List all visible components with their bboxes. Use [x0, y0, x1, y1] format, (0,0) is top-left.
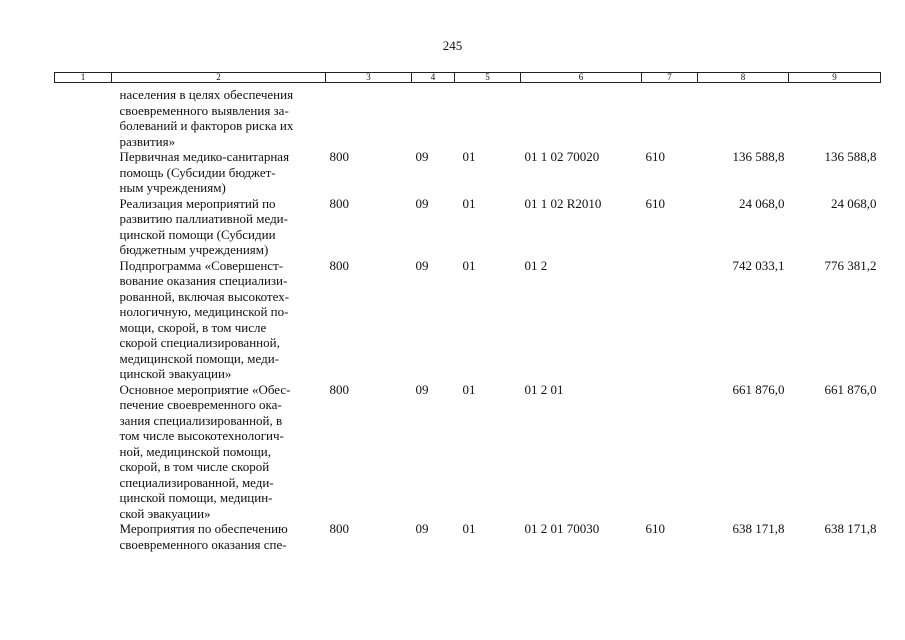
amount-year-2: 776 381,2: [824, 257, 877, 273]
description-line: Основное мероприятие «Обес-: [119, 381, 291, 397]
description-line: цинской помощи (Субсидии: [119, 226, 276, 242]
amount-year-1: [698, 83, 789, 150]
column-header-8: 8: [698, 73, 789, 83]
amount-year-1: 661 876,0: [732, 381, 785, 397]
row-description: [112, 83, 326, 150]
description-line: ской эвакуации»: [119, 505, 211, 521]
row-description: [112, 521, 326, 552]
row-number-cell: [55, 196, 112, 258]
section-code: 09: [415, 257, 429, 273]
amount-year-1: 136 588,8: [732, 149, 785, 164]
column-header-2: 2: [112, 73, 326, 83]
description-line: печение своевременного ока-: [119, 397, 282, 412]
column-header-4: 4: [412, 73, 455, 83]
table-row: [55, 521, 881, 552]
expense-type-code: 610: [645, 149, 665, 164]
section-code: [412, 83, 455, 150]
table-header: [55, 73, 881, 83]
subsection-code: 01: [462, 257, 476, 273]
row-description: [112, 149, 326, 196]
table-row: [55, 382, 881, 522]
description-line: Подпрограмма «Совершенст-: [119, 257, 284, 273]
table-row: [55, 258, 881, 382]
amount-year-2: 24 068,0: [831, 195, 877, 211]
row-number-cell: [55, 149, 112, 196]
section-code: 09: [415, 521, 429, 536]
table-row: [55, 149, 881, 196]
target-article-code: 01 2 01 70030: [524, 521, 600, 536]
expense-type-code: 610: [645, 195, 665, 211]
target-article-code: [521, 83, 642, 150]
description-line: специализированной, меди-: [119, 474, 274, 490]
description-line: населения в целях обеспечения: [119, 87, 294, 102]
subsection-code: 01: [462, 149, 476, 164]
description-line: помощь (Субсидии бюджет-: [119, 164, 276, 180]
row-number-cell: [55, 83, 112, 150]
table-row: [55, 83, 881, 150]
description-line: рованной, включая высокотех-: [119, 288, 290, 304]
column-header-3: 3: [326, 73, 412, 83]
amount-year-2: 136 588,8: [824, 149, 877, 164]
description-line: ной, медицинской помощи,: [119, 443, 271, 459]
amount-year-1: 24 068,0: [739, 195, 785, 211]
row-number-cell: [55, 521, 112, 552]
description-line: ным учреждениям): [119, 180, 226, 195]
section-code: 09: [415, 149, 429, 164]
grbs-code: 800: [329, 381, 349, 397]
expense-type-code: 610: [645, 521, 665, 536]
description-line: своевременного выявления за-: [119, 102, 289, 118]
target-article-code: 01 1 02 70020: [524, 149, 600, 164]
description-line: своевременного оказания спе-: [119, 536, 287, 552]
description-line: Мероприятия по обеспечению: [119, 521, 288, 536]
column-header-6: 6: [521, 73, 642, 83]
row-number-cell: [55, 382, 112, 522]
expense-type-code: [642, 258, 698, 382]
page-number: 245: [442, 38, 463, 53]
description-line: скорой, в том числе скорой: [119, 459, 270, 474]
description-line: Реализация мероприятий по: [119, 195, 276, 211]
description-line: медицинской помощи, меди-: [119, 350, 280, 366]
grbs-code: [326, 83, 412, 150]
row-description: [112, 258, 326, 382]
description-line: нологичную, медицинской по-: [119, 304, 289, 319]
subsection-code: 01: [462, 195, 476, 211]
amount-year-1: 638 171,8: [732, 521, 785, 536]
description-line: развитию паллиативной меди-: [119, 211, 288, 226]
column-header-9: 9: [789, 73, 881, 83]
row-description: [112, 196, 326, 258]
table-row: [55, 196, 881, 258]
description-line: болеваний и факторов риска их: [119, 118, 294, 133]
grbs-code: 800: [329, 521, 349, 536]
description-line: зания специализированной, в: [119, 412, 283, 428]
column-header-7: 7: [642, 73, 698, 83]
expense-type-code: [642, 382, 698, 522]
target-article-code: 01 1 02 R2010: [524, 195, 602, 211]
description-line: цинской эвакуации»: [119, 366, 232, 381]
amount-year-2: 661 876,0: [824, 381, 877, 397]
section-code: 09: [415, 381, 429, 397]
grbs-code: 800: [329, 149, 349, 164]
subsection-code: [455, 83, 521, 150]
target-article-code: 01 2 01: [524, 381, 564, 397]
row-description: [112, 382, 326, 522]
grbs-code: 800: [329, 195, 349, 211]
column-header-1: 1: [55, 73, 112, 83]
amount-year-2: 638 171,8: [824, 521, 877, 536]
grbs-code: 800: [329, 257, 349, 273]
target-article-code: 01 2: [524, 257, 548, 273]
amount-year-2: [789, 83, 881, 150]
description-line: развития»: [119, 133, 176, 149]
subsection-code: 01: [462, 381, 476, 397]
description-line: цинской помощи, медицин-: [119, 490, 273, 505]
description-line: бюджетным учреждениям): [119, 242, 269, 257]
section-code: 09: [415, 195, 429, 211]
table-body: [55, 83, 881, 553]
subsection-code: 01: [462, 521, 476, 536]
expense-type-code: [642, 83, 698, 150]
row-number-cell: [55, 258, 112, 382]
amount-year-1: 742 033,1: [732, 257, 785, 273]
description-line: скорой специализированной,: [119, 335, 280, 350]
description-line: том числе высокотехнологич-: [119, 428, 284, 443]
description-line: мощи, скорой, в том числе: [119, 319, 267, 335]
budget-table: [54, 72, 881, 552]
description-line: Первичная медико-санитарная: [119, 149, 290, 164]
column-header-5: 5: [455, 73, 521, 83]
description-line: вование оказания специализи-: [119, 273, 288, 288]
